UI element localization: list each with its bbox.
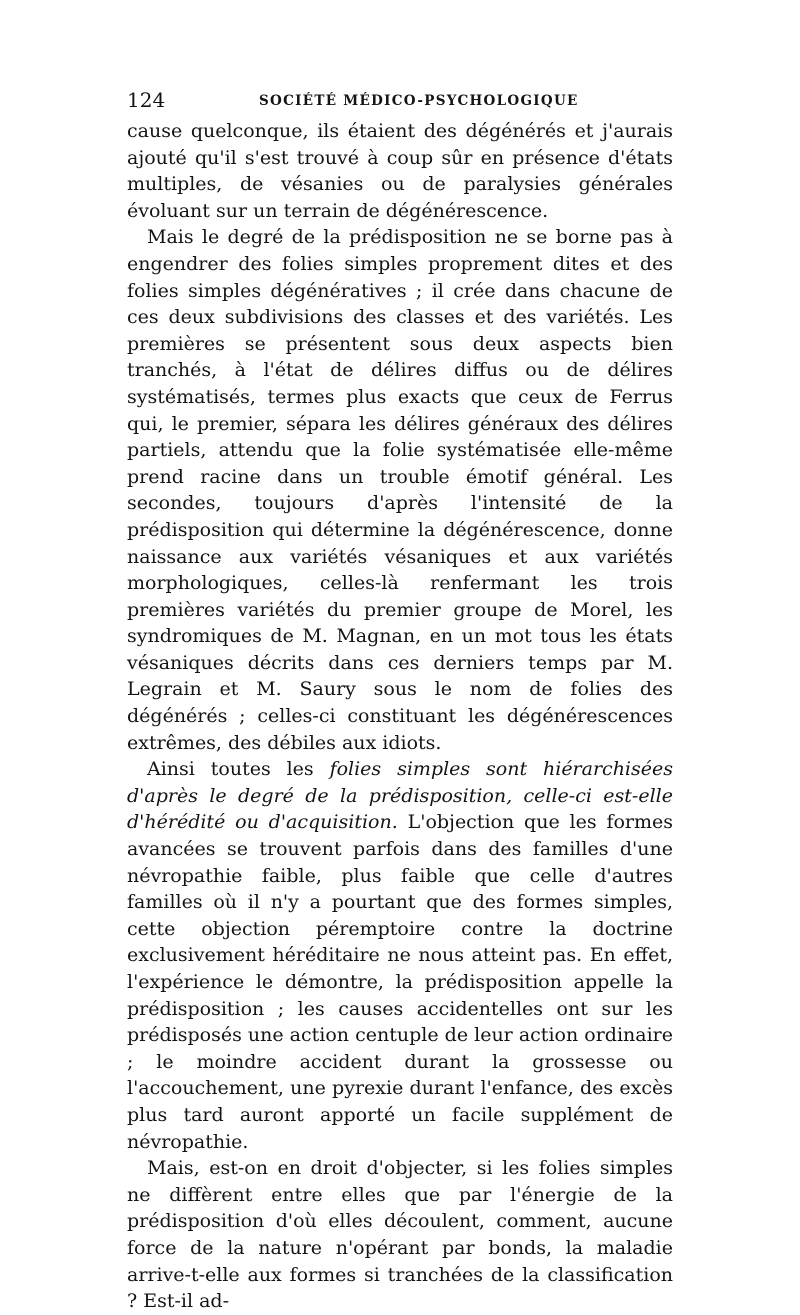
paragraph-predisposition: Mais le degré de la prédisposition ne se borne pas à engendrer des folies simples proprement dites et des folies simples dégénératives ; il crée dans chacune de ces deux subdivisions des classes et des variétés. Les premières se présentent sous deux aspects bien tranchés, à l'état de délires diffus ou de délires systématisés, termes plus exacts que ceux de Ferrus qui, le premier, sépara les délires généraux des délires partiels, attendu que la folie systématisée elle-même prend racine dans un trouble émotif général. Les secondes, toujours d'après l'intensité de la prédisposition qui détermine la dégénérescence, donne naissance aux variétés vésaniques et aux variétés morphologiques, celles-là renfermant les trois premières variétés du premier groupe de Morel, les syndromiques de M. Magnan, en un mot tous les états vésaniques décrits dans ces derniers temps par M. Legrain et M. Saury sous le nom de folies des dégénérés ; celles-ci constituant les dégénérescences extrêmes, des débiles aux idiots. <box>127 226 673 754</box>
running-head <box>127 88 673 118</box>
paragraph-lead: Ainsi toutes les <box>147 758 330 781</box>
page-number: 124 <box>127 88 166 112</box>
paragraph-rest: L'objection que les formes avancées se trouvent parfois dans des familles d'une névropathie faible, plus faible que celle d'autres familles où il n'y a pourtant que des formes simples, cette objection péremptoire contre la doctrine exclusivement héréditaire ne nous atteint pas. En effet, l'expérience le démontre, la prédisposition appelle la prédisposition ; les causes accidentelles ont sur les prédisposés une action centuple de leur action ordinaire ; le moindre accident durant la grossesse ou l'accouchement, une pyrexie durant l'enfance, des excès plus tard auront apporté un facile supplément de névropathie. <box>127 811 674 1153</box>
paragraph-hierarchy <box>127 756 673 1155</box>
italic-passage: folies simples sont hiérarchisées d'après le degré de la prédisposition, celle-ci est-elle d'hérédité ou d'acquisition. <box>127 758 673 834</box>
paragraph-objection: Mais, est-on en droit d'objecter, si les folies simples ne diffèrent entre elles que par l'énergie de la prédisposition d'où elles découlent, comment, aucune force de la nature n'opérant par bonds, la maladie arrive-t-elle aux formes si tranchées de la classification ? Est-il ad- <box>127 1157 673 1313</box>
body-text <box>127 118 673 1315</box>
paragraph-continuation: cause quelconque, ils étaient des dégénérés et j'aurais ajouté qu'il s'est trouvé à coup sûr en présence d'états multiples, de vésanies ou de paralysies générales évoluant sur un terrain de dégénérescence. <box>127 120 673 222</box>
running-title: SOCIÉTÉ MÉDICO-PSYCHOLOGIQUE <box>259 93 579 109</box>
book-page <box>127 88 673 1315</box>
